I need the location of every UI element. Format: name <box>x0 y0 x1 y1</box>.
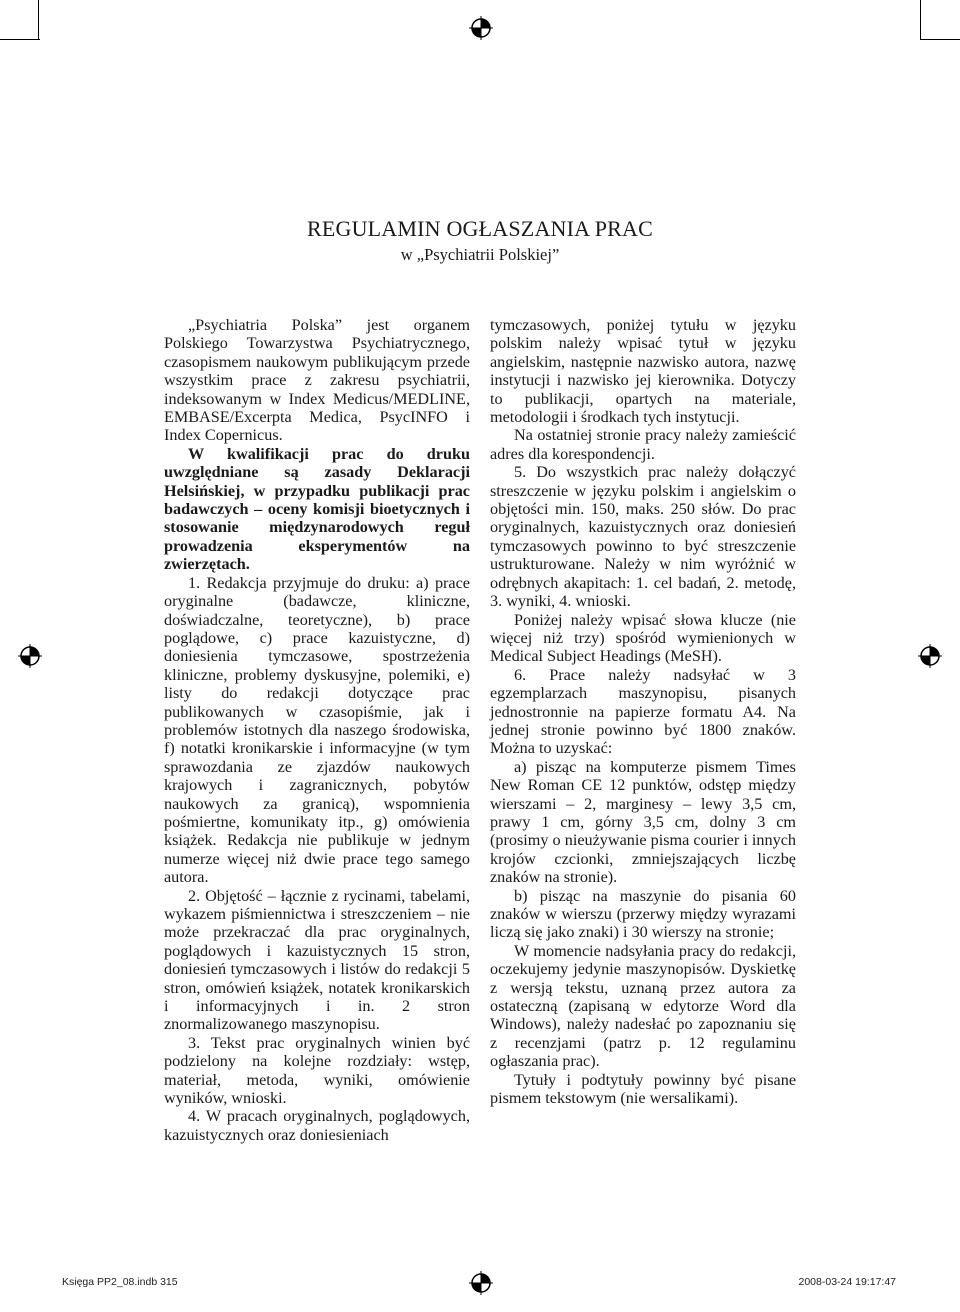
left-column <box>164 316 470 1144</box>
registration-target-icon <box>18 644 42 668</box>
paragraph-point-6: 6. Prace należy nadsyłać w 3 egzemplarzach maszynopisu, pisanych jednostronnie na papierze formatu A4. Na jednej stronie powinno być 1800 znaków. Można to uzyskać: <box>490 665 796 758</box>
crop-mark <box>920 0 921 40</box>
footer-file-info: Księga PP2_08.indb 315 <box>62 1276 178 1288</box>
page-title: REGULAMIN OGŁASZANIA PRAC <box>306 216 653 241</box>
paragraph-point-5: 5. Do wszystkich prac należy dołączyć streszczenie w języku polskim i angielskim o objętości min. 150, maks. 250 słów. Do prac oryginalnych, kazuistycznych oraz doniesień tymczasowych powinno to być streszczenie ustrukturowane. Należy w nim wyróżnić w odrębnych akapitach: 1. cel badań, 2. metodę, 3. wyniki, 4. wnioski. <box>490 463 796 611</box>
paragraph-titles: Tytuły i podtytuły powinny być pisane pismem tekstowym (nie wersalikami). <box>490 1070 796 1108</box>
paragraph-diskette: W momencie nadsyłania pracy do redakcji, oczekujemy jedynie maszynopisów. Dyskietkę z wersją tekstu, uznaną przez autora za ostateczną (zapisaną w edytorze Word dla Windows), należy nadesłać po zapoznaniu się z recenzjami (patrz p. 12 regulaminu ogłaszania prac). <box>490 941 796 1071</box>
paragraph-intro: „Psychiatria Polska” jest organem Polskiego Towarzystwa Psychiatrycznego, czasopismem naukowym publikującym przede wszystkim prace z zakresu psychiatrii, indeksowanym w Index Medicus/MEDLINE, EMBASE/Excerpta Medica, PsycINFO i Index Copernicus. <box>164 316 470 445</box>
crop-mark <box>38 0 39 40</box>
paragraph-point-6a: a) pisząc na komputerze pismem Times New Roman CE 12 punktów, odstęp między wierszami – 2, marginesy – lewy 3,5 cm, prawy 1 cm, górny 3,5 cm, dolny 3 cm (prosimy o nieużywanie pisma courier i innych krojów czcionki, zmniejszających liczbę znaków na stronie). <box>490 757 796 887</box>
paragraph-point-3: 3. Tekst prac oryginalnych winien być podzielony na kolejne rozdziały: wstęp, materiał, metoda, wyniki, omówienie wyników, wnioski. <box>164 1033 470 1108</box>
registration-target-icon <box>918 644 942 668</box>
registration-target-icon <box>469 1271 493 1295</box>
crop-mark <box>920 39 960 40</box>
paragraph-correspondence: Na ostatniej stronie pracy należy zamieścić adres dla korespondencji. <box>490 426 796 463</box>
paragraph-keywords: Poniżej należy wpisać słowa klucze (nie więcej niż trzy) spośród wymienionych w Medical Subject Headings (MeSH). <box>490 610 796 666</box>
footer-timestamp: 2008-03-24 19:17:47 <box>798 1276 896 1288</box>
paragraph-point-2: 2. Objętość – łącznie z rycinami, tabelami, wykazem piśmiennictwa i streszczeniem – nie może przekraczać dla prac oryginalnych, poglądowych i kazuistycznych 15 stron, doniesień tymczasowych i listów do redakcji 5 stron, omówień książek, notatek kronikarskich i informacyjnych i in. 2 stron znormalizowanego maszynopisu. <box>164 886 470 1034</box>
paragraph-point-6b: b) pisząc na maszynie do pisania 60 znaków w wierszu (przerwy między wyrazami liczą się jako znaki) i 30 wierszy na stronie; <box>490 886 796 942</box>
page-subtitle: w „Psychiatrii Polskiej” <box>400 245 560 264</box>
paragraph-point-4-cont: tymczasowych, poniżej tytułu w języku polskim należy wpisać tytuł w języku angielskim, następnie nazwisko autora, nazwę instytucji i nazwisko jej kierownika. Dotyczy to publikacji, opartych na materiale, metodologii i środkach tych instytucji. <box>490 316 796 427</box>
paragraph-point-4: 4. W pracach oryginalnych, poglądowych, kazuistycznych oraz doniesieniach <box>164 1107 470 1144</box>
paragraph-ethics: W kwalifikacji prac do druku uwzględniane są zasady Deklaracji Helsińskiej, w przypadku publikacji prac badawczych – oceny komisji bioetycznych i stosowanie międzynarodowych reguł prowadzenia eksperymentów na zwierzętach. <box>164 444 470 574</box>
page-header <box>160 214 800 266</box>
paragraph-point-1: 1. Redakcja przyjmuje do druku: a) prace oryginalne (badawcze, kliniczne, doświadczalne, teoretyczne), b) prace poglądowe, c) prace kazuistyczne, d) doniesienia tymczasowe, spostrzeżenia kliniczne, problemy dyskusyjne, polemiki, e) listy do redakcji dotyczące prac publikowanych w czasopiśmie, jak i problemów istotnych dla naszego środowiska, f) notatki kronikarskie i informacyjne (w tym sprawozdania ze zjazdów naukowych krajowych i zagranicznych, pobytów naukowych za granicą), wspomnienia pośmiertne, komunikaty itp., g) omówienia książek. Redakcja nie publikuje w jednym numerze więcej niż dwie prace tego samego autora. <box>164 573 470 887</box>
registration-target-icon <box>469 16 493 40</box>
right-column <box>490 316 796 1107</box>
crop-mark <box>0 39 40 40</box>
